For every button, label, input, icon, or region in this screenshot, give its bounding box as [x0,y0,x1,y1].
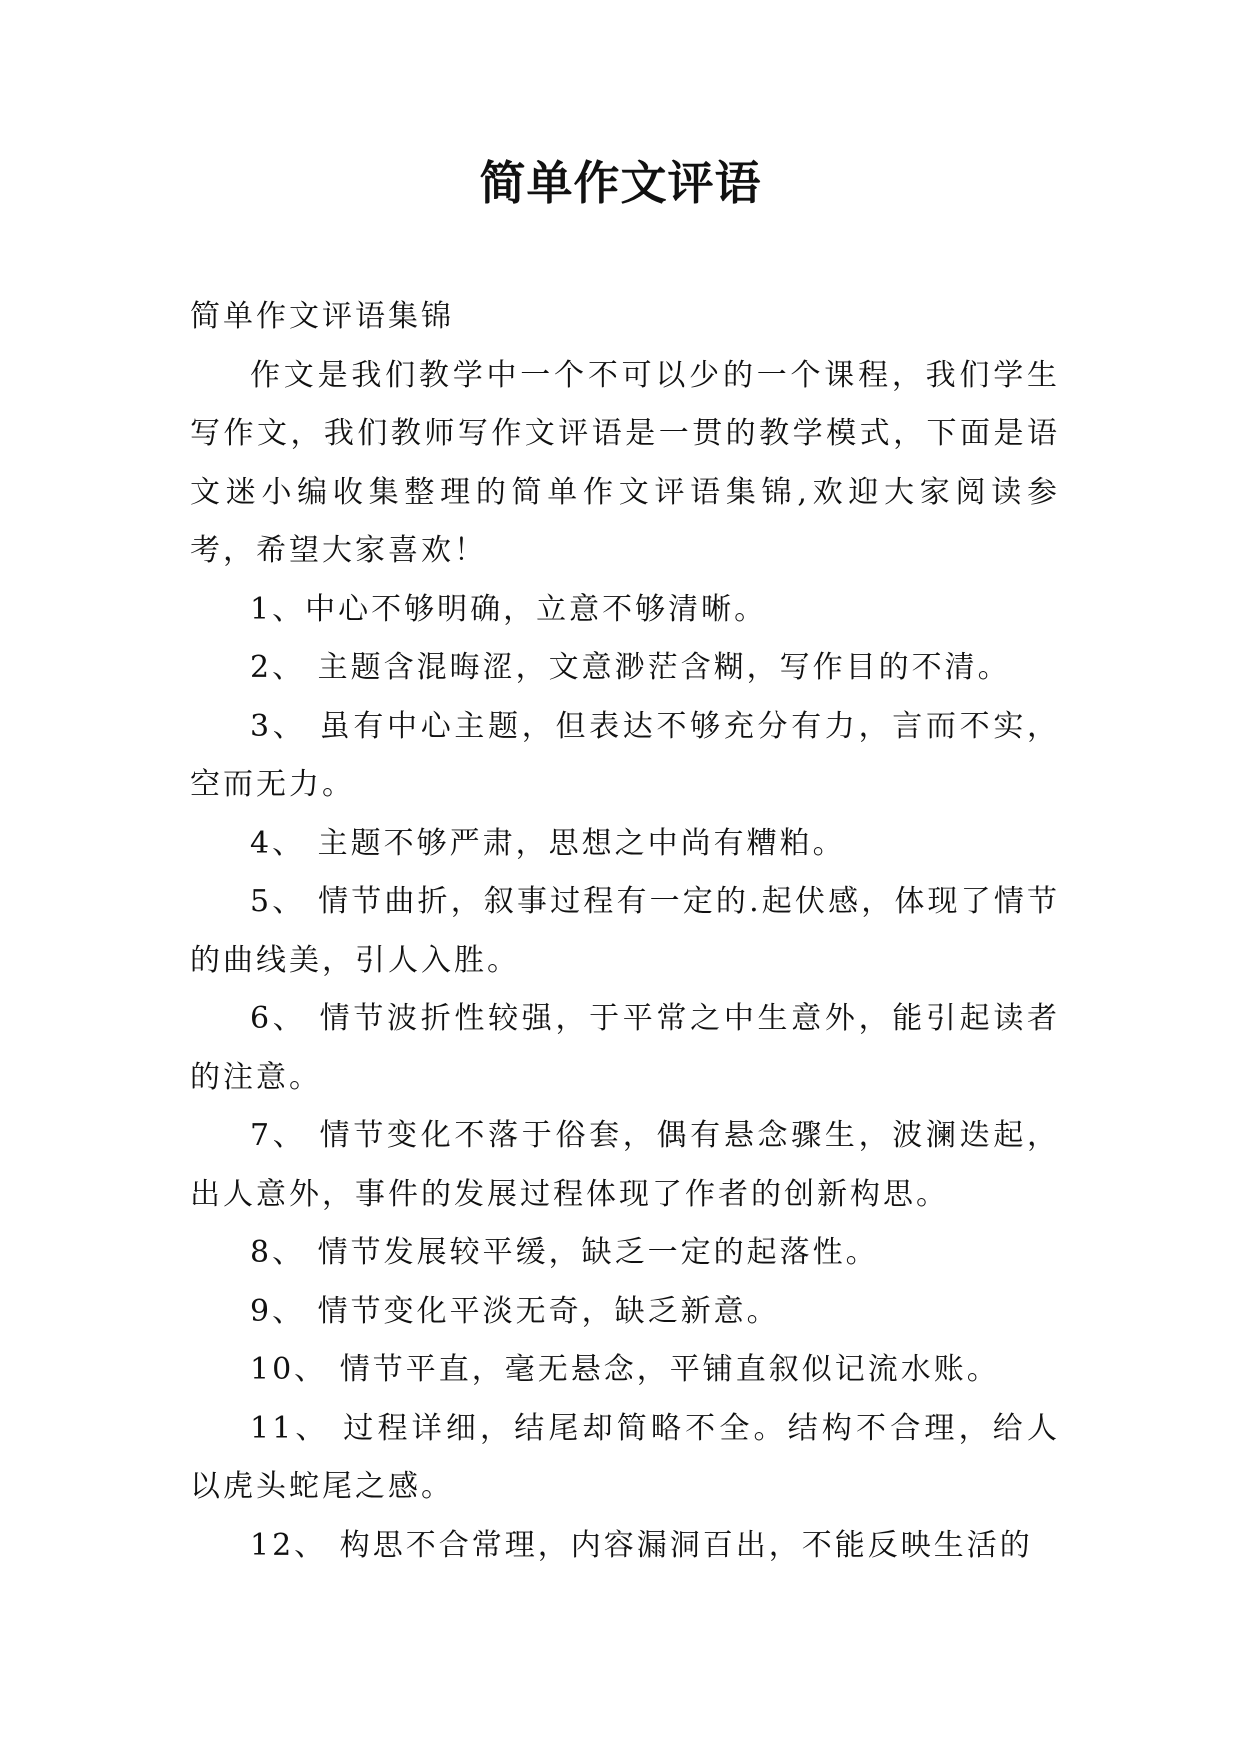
list-item: 6、 情节波折性较强，于平常之中生意外，能引起读者的注意。 [190,1001,1060,1095]
list-item: 10、 情节平直，毫无悬念，平铺直叙似记流水账。 [250,1352,1000,1387]
list-item: 5、 情节曲折，叙事过程有一定的.起伏感，体现了情节的曲线美，引人入胜。 [190,884,1060,978]
document-subtitle: 简单作文评语集锦 [190,299,454,334]
list-item: 12、 构思不合常理，内容漏洞百出，不能反映生活的 [250,1527,1033,1563]
list-item: 1、中心不够明确，立意不够清晰。 [250,591,768,627]
list-item: 2、 主题含混晦涩，文意渺茫含糊，写作目的不清。 [250,650,1011,685]
document-title: 简单作文评语 [479,156,762,210]
document-body [190,288,1060,1575]
intro-paragraph: 作文是我们教学中一个不可以少的一个课程，我们学生写作文，我们教师写作文评语是一贯的教学模式，下面是语文迷小编收集整理的简单作文评语集锦,欢迎大家阅读参考，希望大家喜欢！ [190,357,1060,568]
list-item: 7、 情节变化不落于俗套，偶有悬念骤生，波澜迭起，出人意外，事件的发展过程体现了作者的创新构思。 [190,1118,1060,1212]
list-item: 8、 情节发展较平缓，缺乏一定的起落性。 [250,1235,879,1270]
list-item: 4、 主题不够严肃，思想之中尚有糟粕。 [250,825,846,861]
list-item: 9、 情节变化平淡无奇，缺乏新意。 [250,1293,780,1329]
list-item: 11、 过程详细，结尾却简略不全。结构不合理，给人以虎头蛇尾之感。 [190,1410,1060,1504]
list-item: 3、 虽有中心主题，但表达不够充分有力，言而不实，空而无力。 [190,708,1060,802]
